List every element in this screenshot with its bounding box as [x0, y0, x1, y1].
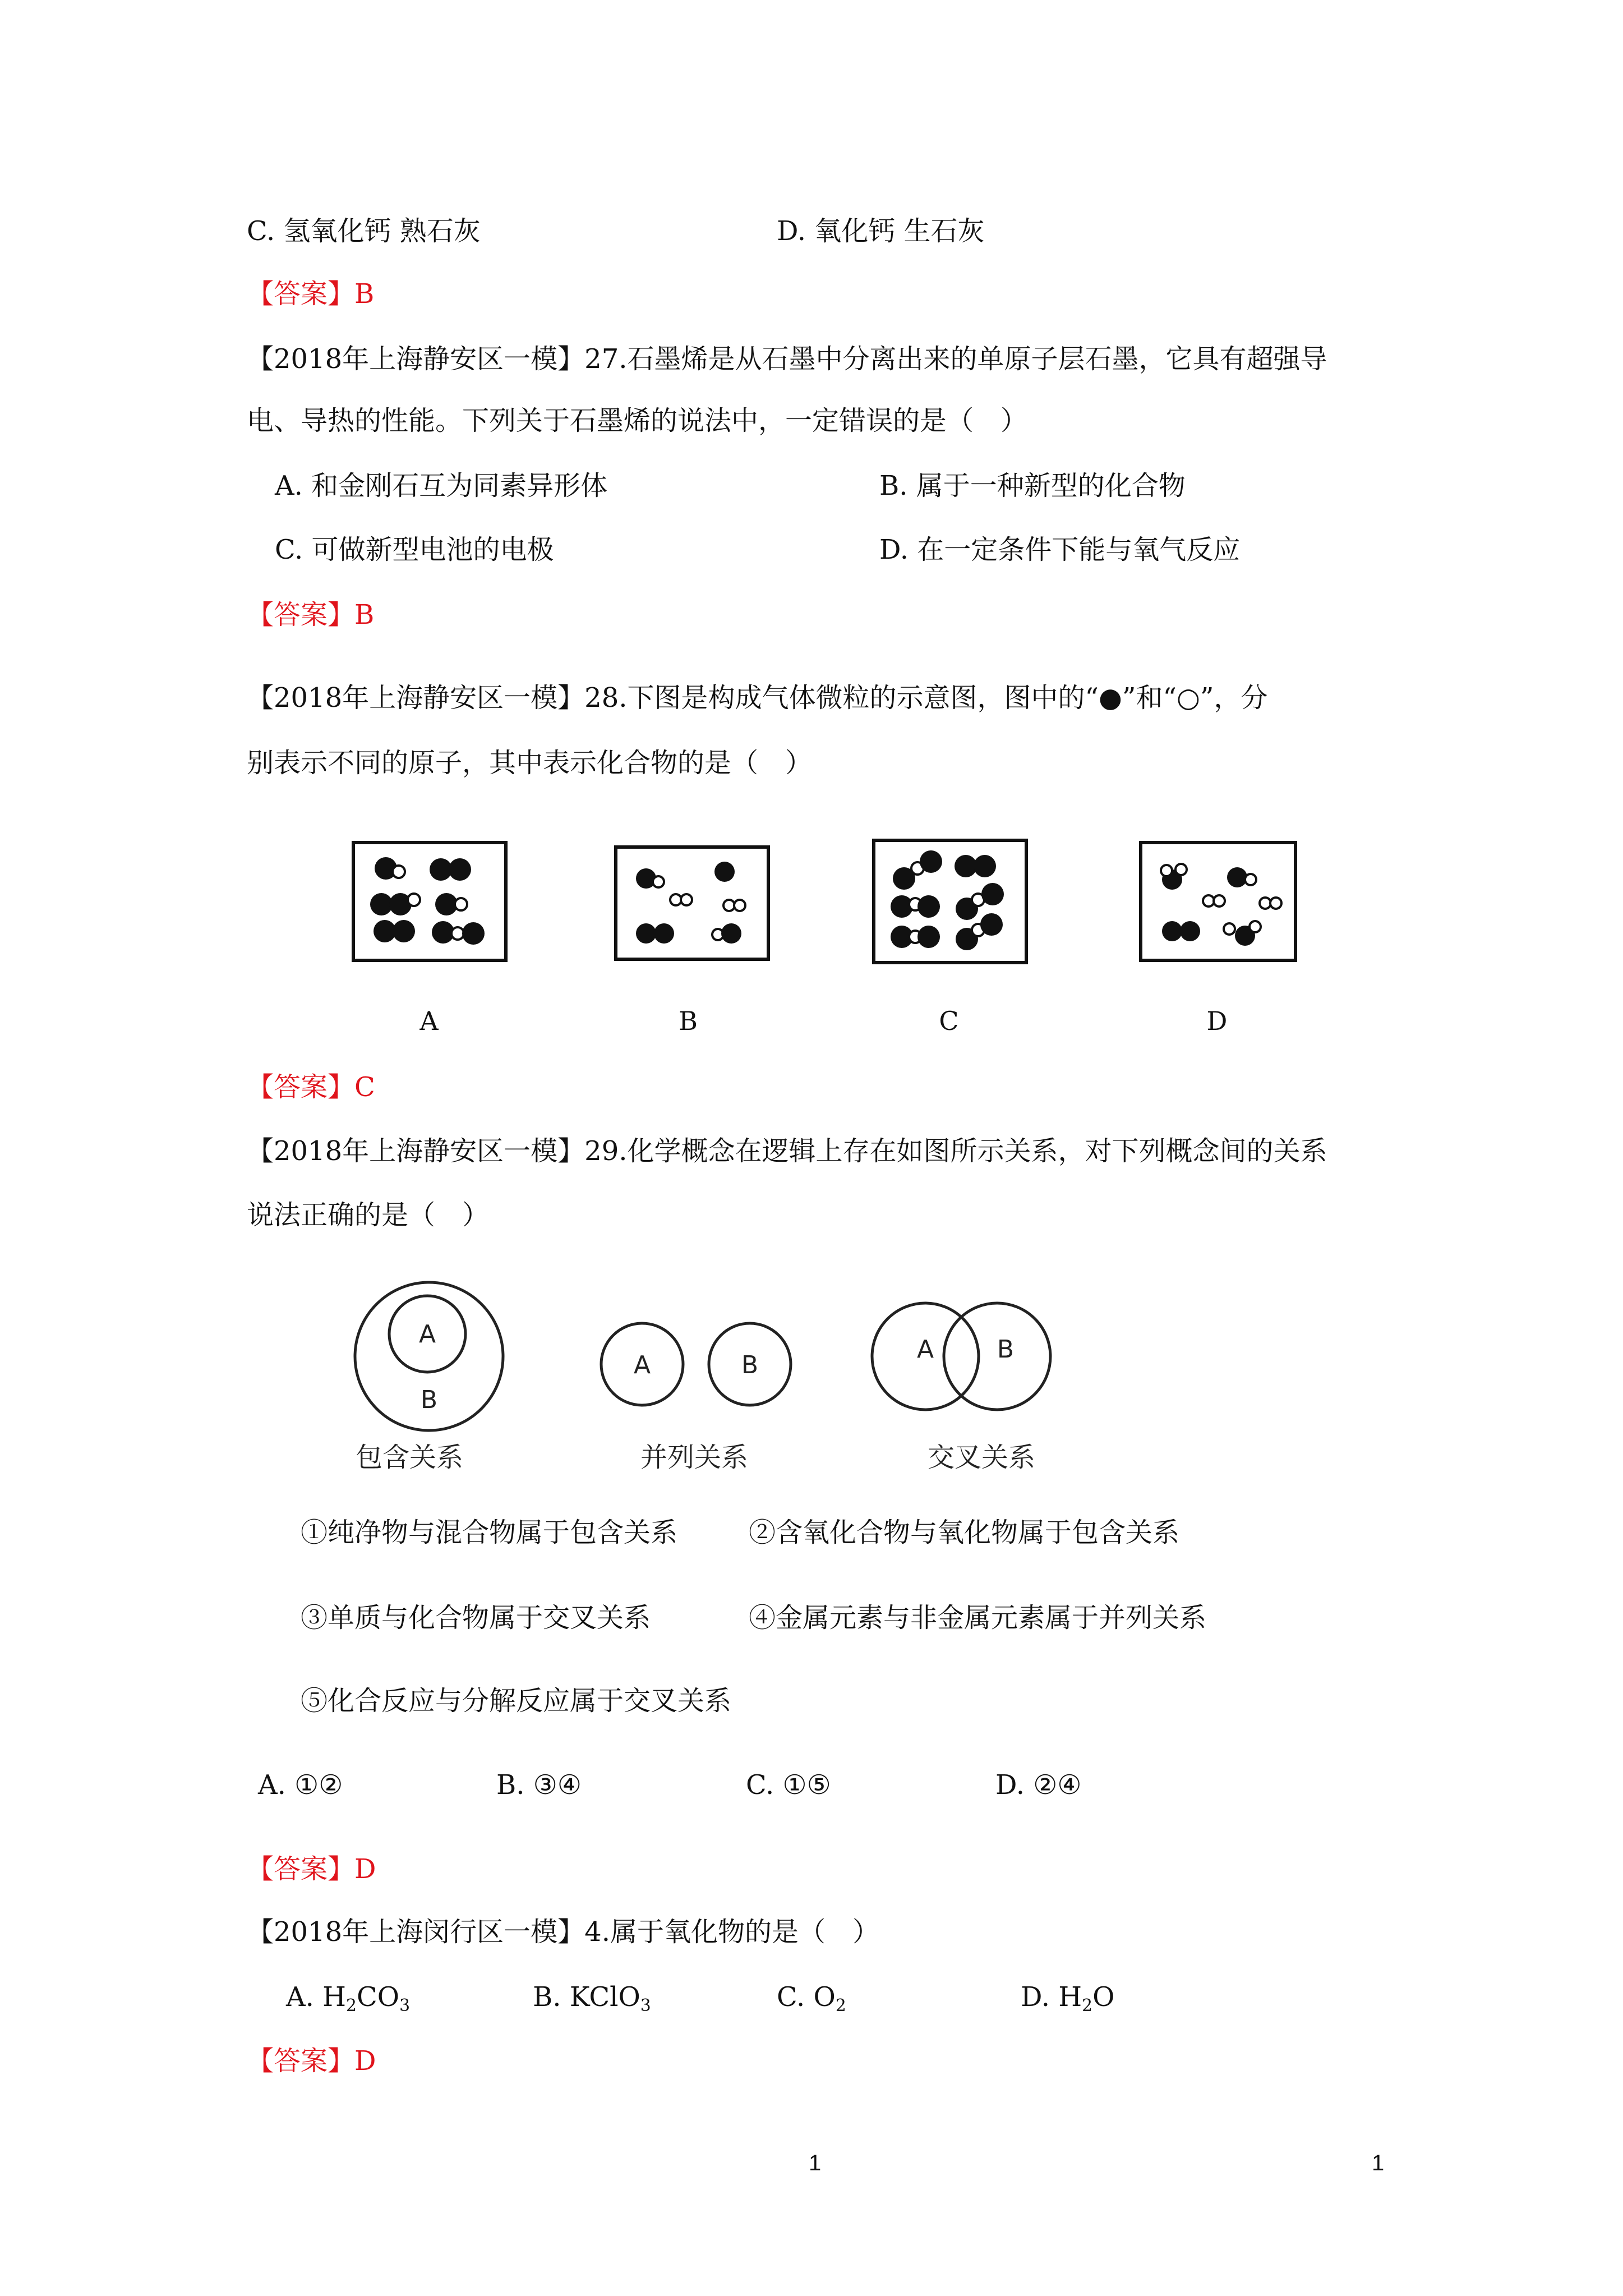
q26-answer: [247, 276, 374, 312]
page-number-center: 1: [809, 2151, 822, 2175]
subscript: 3: [640, 1995, 651, 2016]
q26-option-d: D. 氧化钙 生石灰: [777, 215, 985, 247]
q4-option-a: [286, 1979, 410, 2015]
subscript: 2: [346, 1995, 357, 2016]
q4-option-b: [533, 1979, 651, 2015]
subscript: 2: [835, 1995, 846, 2016]
q27-answer: [247, 597, 374, 633]
subscript: 2: [1082, 1995, 1093, 2016]
diagram-label-b: B: [679, 1006, 698, 1036]
answer-value: D: [354, 2045, 376, 2077]
q26-option-c: C. 氢氧化钙 熟石灰: [247, 215, 481, 247]
gas-particle-diagrams: [336, 830, 1324, 976]
q4-option-d: [1021, 1979, 1114, 2015]
contain-inner-label: A: [418, 1320, 436, 1349]
q27-stem-line2: 电、导热的性能。下列关于石墨烯的说法中，一定错误的是（ ）: [247, 405, 1028, 436]
q29-stem-line2: 说法正确的是（ ）: [247, 1199, 490, 1231]
option-text: B. KClO: [533, 1981, 640, 2013]
cross-right-label: B: [997, 1335, 1015, 1364]
q29-stem-line1: 【2018年上海静安区一模】29.化学概念在逻辑上存在如图所示关系，对下列概念间的关系: [247, 1135, 1327, 1167]
subscript: 3: [399, 1995, 410, 2016]
cross-caption: 交叉关系: [927, 1442, 1036, 1473]
q29-option-b: B. ③④: [496, 1769, 582, 1801]
parallel-left-label: A: [633, 1351, 651, 1379]
q27-option-c: C. 可做新型电池的电极: [275, 534, 554, 565]
concept-relation-diagrams: [336, 1268, 1077, 1481]
option-text: A. H: [286, 1981, 347, 2013]
q4-answer: [247, 2043, 376, 2079]
page-number-right: 1: [1372, 2151, 1385, 2175]
q4-option-c: [777, 1979, 846, 2015]
option-text: C. O: [777, 1981, 836, 2013]
contain-caption: 包含关系: [355, 1442, 464, 1473]
answer-value: B: [354, 278, 375, 310]
option-text: O: [1092, 1981, 1115, 2013]
q29-option-a: A. ①②: [258, 1769, 343, 1801]
particle-box-d: [1141, 843, 1295, 960]
answer-label: 【答案】: [247, 1071, 355, 1103]
q29-statement-2: ②含氧化合物与氧化物属于包含关系: [749, 1517, 1180, 1548]
answer-value: D: [354, 1853, 376, 1885]
particle-box-c: [874, 840, 1026, 963]
diagram-label-a: A: [419, 1006, 439, 1036]
diagram-label-d: D: [1206, 1006, 1228, 1036]
contain-relation-diagram: [355, 1282, 503, 1473]
answer-label: 【答案】: [247, 278, 355, 310]
q29-answer: [247, 1851, 376, 1887]
particle-box-a: [353, 843, 506, 960]
parallel-right-label: B: [741, 1351, 759, 1379]
answer-value: B: [354, 599, 375, 631]
answer-value: C: [354, 1071, 375, 1103]
q29-option-c: C. ①⑤: [746, 1769, 831, 1801]
q27-option-b: B. 属于一种新型的化合物: [879, 470, 1186, 501]
q28-answer: [247, 1069, 375, 1105]
answer-label: 【答案】: [247, 2045, 355, 2077]
option-text: CO: [356, 1981, 400, 2013]
q28-stem-line2: 别表示不同的原子，其中表示化合物的是（ ）: [247, 747, 813, 779]
q4-stem: 【2018年上海闵行区一模】4.属于氧化物的是（ ）: [247, 1916, 879, 1948]
q27-option-d: D. 在一定条件下能与氧气反应: [879, 534, 1241, 565]
answer-label: 【答案】: [247, 599, 355, 631]
q29-statement-3: ③单质与化合物属于交叉关系: [301, 1602, 651, 1634]
q29-statement-4: ④金属元素与非金属元素属于并列关系: [749, 1602, 1207, 1634]
q28-stem-line1: 【2018年上海静安区一模】28.下图是构成气体微粒的示意图，图中的“●”和“○”，分: [247, 682, 1268, 714]
parallel-relation-diagram: [601, 1323, 791, 1473]
cross-relation-diagram: [872, 1303, 1050, 1473]
q27-option-a: A. 和金刚石互为同素异形体: [275, 470, 608, 501]
diagram-label-c: C: [939, 1006, 959, 1036]
option-text: D. H: [1021, 1981, 1082, 2013]
parallel-caption: 并列关系: [640, 1442, 749, 1473]
q29-option-d: D. ②④: [995, 1769, 1082, 1801]
cross-left-label: A: [916, 1335, 934, 1364]
answer-label: 【答案】: [247, 1853, 355, 1885]
q29-statement-1: ①纯净物与混合物属于包含关系: [301, 1517, 678, 1548]
contain-outer-label: B: [420, 1386, 438, 1414]
q27-stem-line1: 【2018年上海静安区一模】27.石墨烯是从石墨中分离出来的单原子层石墨，它具有超强导: [247, 343, 1327, 375]
particle-box-b: [616, 847, 768, 959]
q29-statement-5: ⑤化合反应与分解反应属于交叉关系: [301, 1685, 732, 1717]
